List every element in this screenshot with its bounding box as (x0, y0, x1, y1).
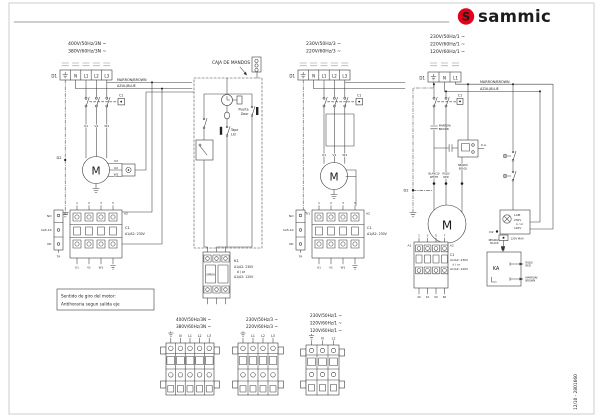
bottom-block-230v3 (233, 317, 284, 395)
pin-number: 5 (435, 233, 437, 238)
pin-number: 7 (443, 233, 446, 238)
sammic-logo-initial: S (461, 9, 471, 24)
wire-color-microlabels (430, 63, 459, 66)
earth-pin-glyph (309, 334, 314, 339)
voltage-label: 120V/60Hz/1 ~ (430, 50, 465, 55)
pin-label: W1 (340, 265, 346, 270)
motor-terminal: U1 (321, 153, 327, 157)
coil-voltage: A1/A2: 230V (450, 258, 468, 262)
voltage-label: 400V/50Hz/3N ~ (176, 316, 211, 322)
contactor-body (70, 210, 122, 258)
section-three-phase-230 (283, 41, 405, 269)
relay-tag: K.A. (481, 143, 487, 148)
resistor-component (237, 96, 242, 104)
relay-coil-b: A1/A2: 120V (234, 275, 254, 279)
terminal-cell: N (443, 75, 446, 81)
motor-terminal: V1 (332, 153, 337, 157)
arrow-right (520, 278, 524, 281)
motor-terminal-dot (445, 182, 448, 185)
coil-terminal: A2 (449, 243, 454, 248)
terminal-block-d1 (419, 72, 461, 82)
junction (151, 81, 153, 83)
aux-contact-strip (296, 210, 305, 250)
aux-label: NC (47, 242, 52, 247)
voltage-label: 380V/60Hz/3N ~ (176, 324, 211, 330)
lamp-or: ó / or (516, 222, 524, 226)
pin-number: 3 (100, 200, 102, 205)
terminal-cell: L1 (83, 73, 89, 79)
aux-label: TA (56, 254, 61, 259)
voltage-label: 220V/60Hz/3 ~ (306, 49, 341, 55)
voltage-label: 230V/50Hz/3 ~ (246, 316, 278, 322)
voltage-label: 400V/50Hz/3N ~ (68, 42, 107, 47)
lid-label-en: Lid (231, 132, 236, 137)
junction (161, 88, 163, 90)
doc-reference: 12/10 - 2801660 (574, 374, 579, 410)
motor-ground (331, 190, 337, 199)
pin-number: 20 (417, 294, 421, 299)
spade-connector (501, 246, 505, 250)
section-three-phase-400 (41, 41, 194, 269)
voltage-label: 230V/50Hz/1 ~ (430, 35, 465, 40)
relay-or: ó / or (237, 270, 246, 274)
contactor-id: C1 (367, 226, 372, 230)
wire-color: RED (443, 175, 449, 179)
contactor-c1-device (283, 201, 388, 269)
earth-point-label: D2 (403, 188, 409, 193)
lamp-max-label: 120V MAX (510, 237, 524, 241)
contactor-poles (85, 93, 125, 107)
arrow-right (520, 263, 524, 266)
junction (467, 83, 469, 85)
motor-label: M (441, 218, 453, 233)
pin-number: 50 (434, 294, 438, 299)
lamp-v1: 230V (514, 218, 522, 222)
motor-terminal: V2 (114, 159, 118, 164)
terminal-cell: L1 (453, 75, 458, 81)
relay-id: K1 (234, 258, 239, 263)
contactor-c1-device (408, 234, 468, 299)
connector-pin-dot (128, 169, 130, 171)
voltage-label: 230V/50Hz/1 ~ (310, 313, 342, 318)
door-switch-chain (503, 151, 516, 210)
coil-voltage: A1/A2: 120V (450, 267, 468, 271)
pin-label: L1 (251, 334, 255, 338)
control-box (194, 57, 262, 252)
wire-color: ROJO/ (525, 261, 533, 265)
earth-junction (412, 189, 414, 191)
door-switch (238, 106, 258, 116)
coil-terminal: A2 (366, 211, 370, 216)
aux-label: CA5-10 (40, 228, 52, 233)
pin-label: L2 (197, 334, 202, 338)
pin-label: L2 (261, 334, 265, 338)
note-line: Antihoraria segun salida eje (61, 301, 120, 307)
pin-label: L3 (207, 334, 212, 338)
capacitor-relay-wiring (431, 107, 484, 213)
aux-label: CA5-10 (282, 228, 294, 233)
wire-label-blue: AZUL/BLUE (480, 87, 499, 91)
earth-junction (64, 159, 66, 161)
junction (512, 83, 514, 85)
motor-terminal: W1 (342, 153, 348, 157)
note-line: Sentido de giro del motor: (61, 293, 116, 299)
pin-label: U1 (317, 265, 321, 270)
pin-label: W1 (98, 265, 104, 270)
voltage-label: 220V/60Hz/1 ~ (310, 320, 342, 326)
wire-label-brown: MARRON/BROWN (480, 79, 510, 84)
voltage-label: 380V/60Hz/3N ~ (68, 49, 107, 55)
aux-label: TA (298, 254, 303, 259)
wire-color: WHITE (429, 175, 439, 179)
door-label-es: Puerta (238, 107, 249, 112)
indicator-component (224, 112, 229, 119)
pin-label: L1 (331, 336, 336, 341)
wire-color-microlabels (62, 63, 111, 66)
pin-number: 5 (112, 200, 114, 205)
terminal-cell: L1 (321, 73, 327, 79)
door-switch-marker (256, 107, 258, 115)
motor-terminal: U1 (83, 124, 89, 128)
terminal-block-d1 (289, 70, 350, 80)
delta-bridge-loop (326, 114, 354, 146)
lid-switch-marker (220, 127, 222, 135)
motor-terminal: W2 (113, 172, 119, 177)
motor-terminal: V1 (94, 124, 99, 128)
terminal-cell: N (312, 73, 316, 79)
terminal-cell: N (74, 73, 78, 79)
aux-label: NO (47, 214, 52, 218)
relay-k1-device (203, 252, 254, 304)
coil-terminal: A2 (124, 211, 128, 216)
motor-feed-wiring (83, 107, 110, 158)
relay-brand: OMRON (206, 273, 215, 277)
pin-label: L1 (188, 334, 192, 338)
contactor-id: C1 (125, 226, 130, 230)
earth-point-label: D2 (56, 155, 62, 160)
lamp-earth-dot (496, 230, 498, 232)
motor-terminal-dot (461, 182, 464, 185)
lamp-id: LAM (514, 212, 521, 217)
wire-color: NEGRO/ (488, 239, 499, 242)
coil-terminal: A1 (407, 243, 412, 248)
wire-color: BLANCO/ (428, 172, 440, 176)
terminal-block-id: D1 (289, 73, 295, 79)
pin-number: 60 (442, 294, 447, 299)
contactor-poles (433, 93, 463, 107)
voltage-label: 220V/60Hz/3 ~ (246, 324, 278, 330)
pin-number: 10 (425, 294, 430, 299)
junction (433, 83, 435, 85)
pin-number: 5 (354, 200, 356, 205)
terminal-cell: L2 (332, 73, 337, 79)
terminal-block-d1 (51, 70, 112, 80)
wire-color-microlabels (300, 63, 349, 66)
contactor-tag: C1 (118, 93, 124, 98)
motor-terminal: W1 (104, 124, 110, 128)
bottom-block-230v1 (301, 313, 345, 395)
pin-number: 1 (76, 200, 78, 205)
coil-or: ó / or (452, 262, 461, 267)
lid-label-es: Tapa (231, 128, 239, 132)
cap-wire-label: BROWN (438, 127, 449, 131)
wire-color: NEGRO/ (458, 164, 468, 167)
lamp-v2: 120V (514, 226, 522, 230)
terminal-cell: L2 (94, 73, 99, 79)
earth-pin-glyph (168, 332, 173, 337)
contactor-c1-device (41, 201, 146, 269)
terminal-block-id: D1 (419, 75, 425, 81)
coil-terminal: A1 (306, 211, 310, 216)
wire-color: BLACK (458, 167, 468, 171)
motor-label: M (91, 165, 101, 178)
ground-symbol (111, 266, 116, 270)
cap-wire-label: MARRON/ (438, 124, 451, 128)
pin-label: L3 (271, 334, 275, 338)
ka-label: KA (492, 266, 500, 272)
pin-label: U1 (75, 265, 79, 270)
wire-color: BROWN (525, 279, 536, 283)
pin-label: V1 (329, 265, 333, 270)
voltage-label: 230V/50Hz/3 ~ (306, 42, 341, 47)
coil-voltage: A1/A2: 230V (367, 232, 387, 236)
coil-voltage: A1/A2: 230V (125, 232, 145, 236)
pin-number: 2 (330, 200, 332, 205)
motor-terminal-dot (433, 182, 436, 185)
junction (445, 90, 447, 92)
pin-number: 1 (418, 233, 420, 238)
pin-label: N (321, 336, 324, 341)
lamp-earth-label: D2 (489, 230, 494, 234)
contactor-id: C1 (450, 253, 455, 257)
motor-label: M (329, 171, 339, 184)
terminal-block-id: D1 (51, 73, 57, 79)
junction (539, 90, 541, 92)
ground-symbol (410, 213, 416, 217)
contactor-body (312, 210, 364, 258)
ground-symbol (353, 266, 358, 270)
pin-number: 1 (318, 200, 320, 205)
relay-coil-a: A1/A2: 230V (234, 265, 254, 269)
wire-label-brown: MARRON/BROWN (117, 77, 147, 82)
terminal-cell: L3 (342, 73, 348, 79)
voltage-label: 120V/60Hz/1 ~ (310, 328, 342, 333)
wire-color: BLACK (490, 242, 499, 246)
pin-label: N (179, 334, 182, 338)
wire-label-blue: AZUL/BLUE (117, 84, 136, 89)
pin-label: V1 (87, 265, 91, 270)
rotation-note (57, 289, 154, 310)
pin-number: 3 (426, 233, 429, 238)
contactor-tag: C1 (457, 93, 463, 98)
wire-color: ROJO/ (442, 172, 450, 176)
wire-color: RED (525, 264, 531, 268)
bottom-block-400v (161, 317, 220, 395)
lid-switch (203, 118, 238, 136)
section-single-phase (403, 34, 553, 299)
aux-label: NC (289, 242, 294, 247)
aux-contact-strip (54, 210, 63, 250)
motor-ground (93, 184, 99, 193)
earth-conductor (413, 82, 434, 212)
pin-number: 2 (88, 200, 90, 205)
door-label-en: Door (241, 111, 249, 116)
contactor-tag: C1 (356, 93, 362, 98)
ka-relay-box (487, 238, 538, 286)
earth-pin-glyph (241, 332, 246, 337)
wire-color: MARRON/ (525, 276, 538, 280)
contactor-poles (323, 93, 363, 107)
voltage-label: 220V/60Hz/1 ~ (430, 42, 465, 48)
terminal-cell: L3 (104, 73, 110, 79)
pin-number: 3 (342, 200, 344, 205)
aux-label: NO (289, 214, 294, 218)
pilot-lamp (489, 210, 530, 241)
control-box-title: CAJA DE MANDOS (212, 61, 251, 66)
micro-switch (196, 140, 213, 160)
coil-terminal: A1 (64, 211, 68, 216)
sammic-logo (458, 7, 551, 26)
motor-terminal: U2 (113, 165, 119, 170)
sammic-logo-text: sammic (478, 7, 552, 26)
